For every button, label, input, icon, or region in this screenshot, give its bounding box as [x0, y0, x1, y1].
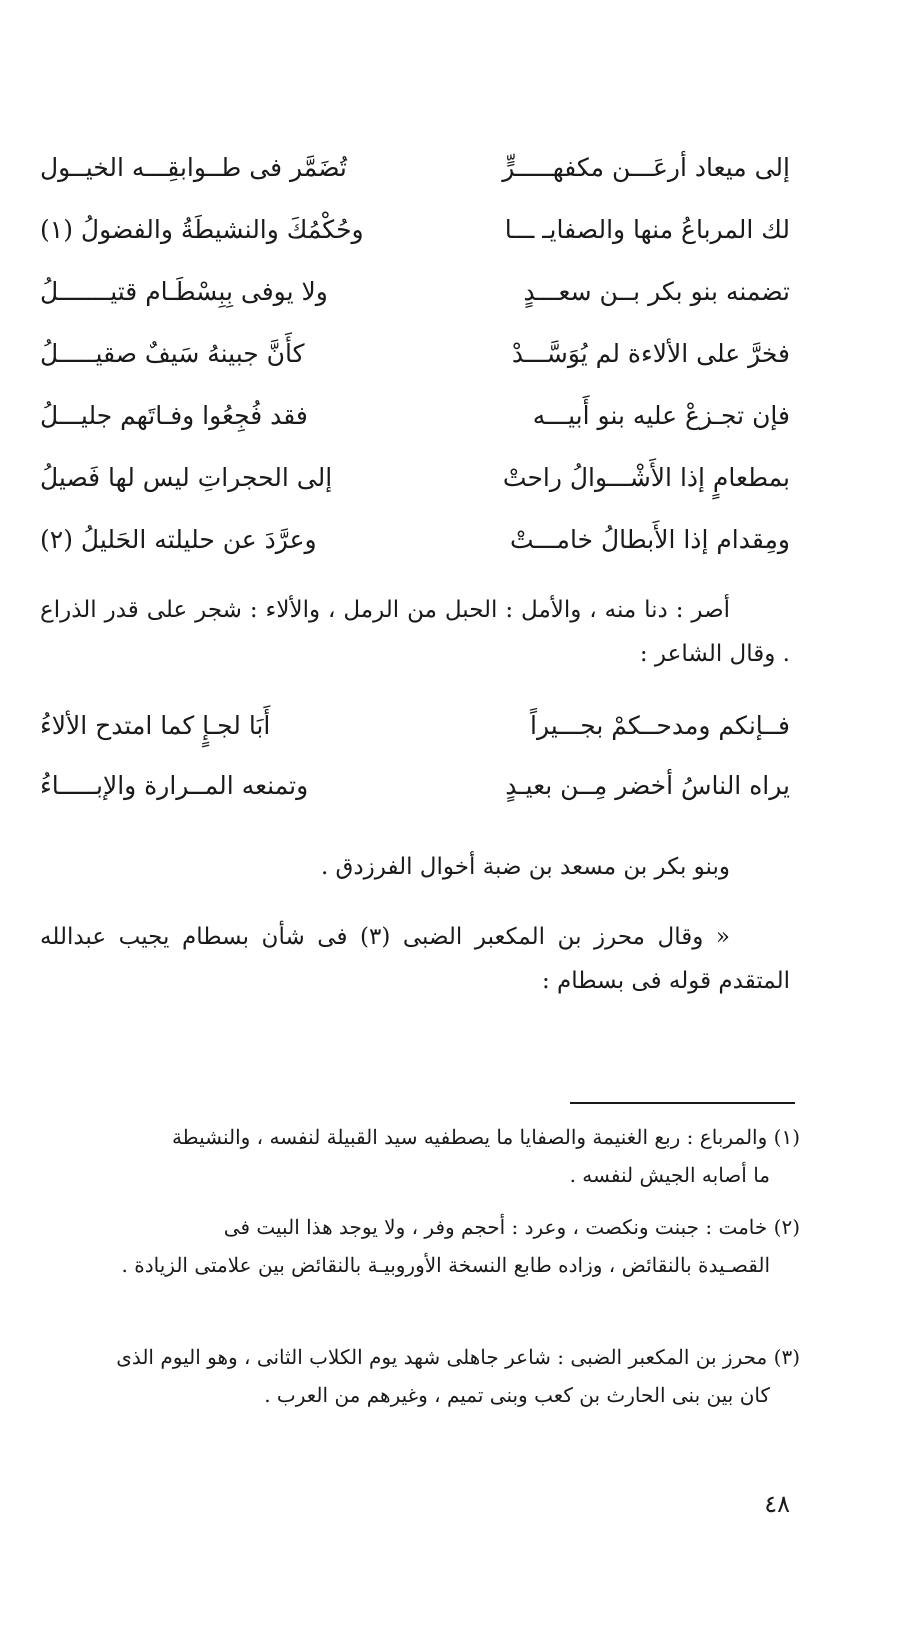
footnote-continuation: القصـيدة بالنقائض ، وزاده طابع النسخة الأوروبيـة بالنقائض بين علامتى الزيادة .	[121, 1253, 770, 1277]
verse-second-hemistich: كأَنَّ جبينهُ سَيفٌ صقيـــــلُ	[40, 339, 305, 368]
intro-text: « وقال محرز بن المكعبر الضبى (٣) فى شأن بسطام يجيب عبدالله المتقدم قوله فى بسطام :	[40, 924, 790, 994]
verse-second-hemistich: ولا يوفى بِبِسْطَـام قتيـــــــلُ	[40, 277, 328, 306]
verse-second-hemistich: تُضَمَّر فى طــوابقِـــه الخيــول	[40, 153, 347, 182]
verse-first-hemistich: يراه الناسُ أخضر مِــن بعيـدٍ	[505, 771, 790, 800]
footnote-number: (٢)	[773, 1215, 800, 1239]
verse-first-hemistich: فإن تجـزعْ عليه بنو أَبيـــه	[532, 401, 790, 430]
verse-first-hemistich: لك المرباعُ منها والصفايـ ـــا	[504, 215, 790, 244]
verse-line	[40, 768, 790, 804]
footnote-number: (٣)	[773, 1345, 800, 1369]
gloss-text: أصر : دنا منه ، والأمل : الحبل من الرمل ، والألاء : شجر على قدر الذراع . وقال الشاعر :	[40, 597, 790, 667]
verse-second-hemistich: إلى الحجراتِ ليس لها فَصيلُ	[40, 463, 333, 492]
verse-first-hemistich: تضمنه بنو بكر بــن سعـــدٍ	[523, 277, 790, 306]
note-text: وبنو بكر بن مسعد بن ضبة أخوال الفرزدق .	[320, 854, 730, 880]
footnote-continuation: كان بين بنى الحارث بن كعب وبنى تميم ، وغيرهم من العرب .	[264, 1383, 770, 1407]
verse-second-hemistich: فقد فُجِعُوا وفـاتَهم جليـــلُ	[40, 401, 308, 430]
verse-first-hemistich: فــإنكم ومدحــكمْ بجـــيراً	[530, 711, 790, 740]
footnote-separator	[570, 1102, 795, 1104]
footnote-text: محرز بن المكعبر الضبى : شاعر جاهلى شهد يوم الكلاب الثانى ، وهو اليوم الذى	[116, 1345, 768, 1369]
footnote-text: خامت : جبنت ونكصت ، وعرد : أحجم وفر ، ولا يوجد هذا البيت فى	[223, 1215, 768, 1239]
verse-first-hemistich: ومِقدام إذا الأَبطالُ خامـــتْ	[510, 525, 790, 554]
verse-first-hemistich: فخرَّ على الألاءة لم يُوَسَّـــدْ	[511, 339, 790, 368]
footnote-continuation: ما أصابه الجيش لنفسه .	[569, 1163, 770, 1187]
note-paragraph	[40, 845, 790, 889]
footnote	[40, 1118, 800, 1194]
verse-first-hemistich: بمطعامٍ إذا الأَشْـــوالُ راحتْ	[502, 463, 790, 492]
verse-line	[40, 274, 790, 310]
verse-second-hemistich: وحُكْمُكَ والنشيطَةُ والفضولُ (١)	[40, 215, 364, 244]
verse-line	[40, 212, 790, 248]
footnote	[40, 1208, 800, 1284]
footnote	[40, 1338, 800, 1414]
verse-line	[40, 150, 790, 186]
verse-first-hemistich: إلى ميعاد أرعَـــن مكفهـــــرٍّ	[502, 153, 790, 182]
footnote-number: (١)	[773, 1125, 800, 1149]
verse-line	[40, 522, 790, 558]
gloss-paragraph	[40, 588, 790, 676]
intro-paragraph	[40, 915, 790, 1003]
footnote-text: والمرباع : ربع الغنيمة والصفايا ما يصطفيه سيد القبيلة لنفسه ، والنشيطة	[171, 1125, 768, 1149]
page-number: ٤٨	[764, 1490, 790, 1518]
verse-line	[40, 460, 790, 496]
verse-second-hemistich: وتمنعه المــرارة والإبـــــاءُ	[40, 771, 309, 800]
verse-second-hemistich: أَبَا لجـإٍ كما امتدح الألاءُ	[40, 711, 271, 740]
verse-second-hemistich: وعرَّدَ عن حليلته الحَليلُ (٢)	[40, 525, 317, 554]
verse-line	[40, 708, 790, 744]
verse-line	[40, 398, 790, 434]
verse-line	[40, 336, 790, 372]
